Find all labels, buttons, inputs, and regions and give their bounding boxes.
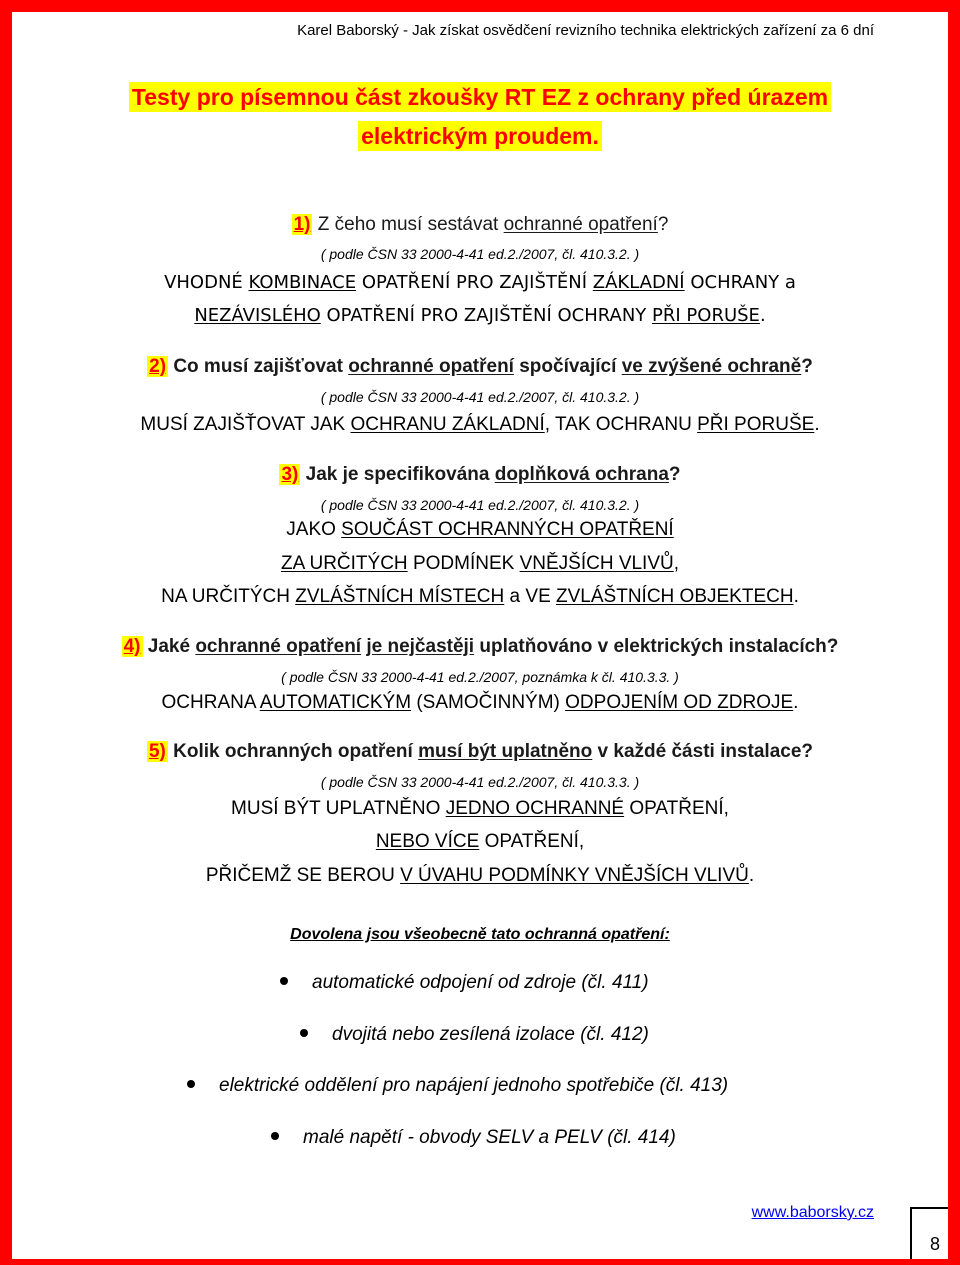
question-2: 2) Co musí zajišťovat ochranné opatření spočívající ve zvýšené ochraně? bbox=[149, 356, 813, 377]
measure-item-1: automatické odpojení od zdroje (čl. 411) bbox=[280, 972, 649, 994]
answer-2-line-1: MUSÍ ZAJIŠŤOVAT JAK OCHRANU ZÁKLADNÍ, TAK OCHRANU PŘI PORUŠE. bbox=[140, 414, 820, 435]
question-1-reference: ( podle ČSN 33 2000-4-41 ed.2./2007, čl. 410.3.2. ) bbox=[320, 246, 640, 262]
answer-5-line-3: PŘIČEMŽ SE BEROU V ÚVAHU PODMÍNKY VNĚJŠÍCH VLIVŮ. bbox=[205, 865, 755, 886]
answer-5-line-2: NEBO VÍCE OPATŘENÍ, bbox=[375, 831, 585, 852]
allowed-measures-heading: Dovolena jsou všeobecně tato ochranná opatření: bbox=[290, 926, 670, 943]
question-1: 1) Z čeho musí sestávat ochranné opatření? bbox=[293, 214, 669, 235]
bullet-icon bbox=[300, 1029, 308, 1037]
answer-1-line-2: NEZÁVISLÉHO OPATŘENÍ PRO ZAJIŠTĚNÍ OCHRANY PŘI PORUŠE. bbox=[194, 305, 766, 326]
question-number-4: 4) bbox=[123, 636, 141, 657]
answer-5-line-1: MUSÍ BÝT UPLATNĚNO JEDNO OCHRANNÉ OPATŘENÍ, bbox=[231, 798, 729, 819]
running-header: Karel Baborský - Jak získat osvědčení revizního technika elektrických zařízení za 6 dní bbox=[297, 22, 874, 39]
answer-1-line-1: VHODNÉ KOMBINACE OPATŘENÍ PRO ZAJIŠTĚNÍ ZÁKLADNÍ OCHRANY a bbox=[164, 272, 796, 293]
measure-item-2: dvojitá nebo zesílená izolace (čl. 412) bbox=[300, 1024, 649, 1046]
question-5: 5) Kolik ochranných opatření musí být uplatněno v každé části instalace? bbox=[148, 741, 814, 762]
question-number-1: 1) bbox=[293, 214, 311, 235]
answer-4-line-1: OCHRANA AUTOMATICKÝM (SAMOČINNÝM) ODPOJENÍM OD ZDROJE. bbox=[161, 692, 799, 713]
question-2-reference: ( podle ČSN 33 2000-4-41 ed.2./2007, čl. 410.3.2. ) bbox=[320, 389, 640, 405]
answer-3-line-1: JAKO SOUČÁST OCHRANNÝCH OPATŘENÍ bbox=[286, 519, 674, 540]
question-5-reference: ( podle ČSN 33 2000-4-41 ed.2./2007, čl. 410.3.3. ) bbox=[320, 774, 640, 790]
question-number-5: 5) bbox=[148, 741, 166, 762]
measure-item-3: elektrické oddělení pro napájení jednoho spotřebiče (čl. 413) bbox=[187, 1075, 728, 1097]
page-number: 8 bbox=[929, 1234, 940, 1254]
question-number-3: 3) bbox=[281, 464, 299, 485]
website-link[interactable]: www.baborsky.cz bbox=[751, 1204, 874, 1221]
measure-item-4: malé napětí - obvody SELV a PELV (čl. 414) bbox=[271, 1127, 676, 1149]
question-4: 4) Jaké ochranné opatření je nejčastěji uplatňováno v elektrických instalacích? bbox=[123, 636, 839, 657]
question-4-reference: ( podle ČSN 33 2000-4-41 ed.2./2007, poznámka k čl. 410.3.3. ) bbox=[281, 669, 679, 685]
bullet-icon bbox=[271, 1132, 279, 1140]
answer-3-line-2: ZA URČITÝCH PODMÍNEK VNĚJŠÍCH VLIVŮ, bbox=[280, 553, 680, 574]
page-title-line-1: Testy pro písemnou část zkoušky RT EZ z ochrany před úrazem bbox=[0, 84, 960, 111]
bullet-icon bbox=[280, 977, 288, 985]
page-title-line-2: elektrickým proudem. bbox=[0, 123, 960, 150]
question-number-2: 2) bbox=[149, 356, 167, 377]
question-3: 3) Jak je specifikována doplňková ochrana? bbox=[281, 464, 681, 485]
question-3-reference: ( podle ČSN 33 2000-4-41 ed.2./2007, čl. 410.3.2. ) bbox=[320, 497, 640, 513]
answer-3-line-3: NA URČITÝCH ZVLÁŠTNÍCH MÍSTECH a VE ZVLÁŠTNÍCH OBJEKTECH. bbox=[161, 586, 799, 607]
page-number-box bbox=[910, 1207, 948, 1259]
bullet-icon bbox=[187, 1080, 195, 1088]
